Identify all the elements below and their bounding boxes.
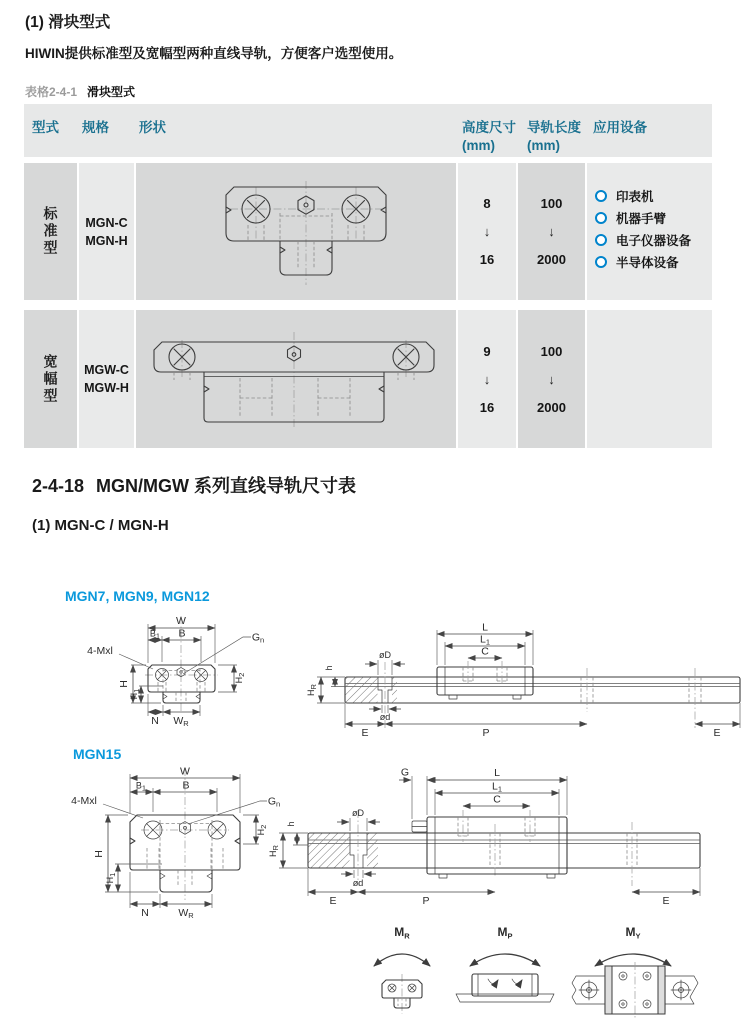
dim-label-od-small: ød — [352, 878, 364, 888]
dim-label-b1: $B_1$ — [135, 780, 147, 793]
application-label: 机器手臂 — [616, 212, 667, 226]
dim-label-b1: $B_1$ — [149, 628, 161, 641]
dim-label-h2: $H_2$ — [256, 824, 268, 836]
list-item — [595, 207, 712, 229]
dim-label-od-large: øD — [352, 808, 364, 818]
range-arrow: ↓ — [483, 224, 491, 239]
section2-subtitle: (1) MGN-C / MGN-H — [32, 517, 169, 534]
dim-label-l1: L1 — [479, 633, 491, 647]
col-header-height-unit: (mm) — [462, 138, 495, 153]
cell-height-mgn — [458, 163, 516, 300]
dim-label-w: W — [180, 765, 190, 778]
col-header-application: 应用设备 — [593, 120, 647, 135]
section-title: (1) 滑块型式 — [25, 14, 111, 31]
section2-text: MGN/MGW 系列直线导轨尺寸表 — [96, 476, 357, 496]
mgn-small-dimension-drawing — [45, 606, 745, 748]
table-row-mgw — [24, 310, 712, 448]
dim-label-wr: WR — [173, 715, 189, 728]
range-arrow: ↓ — [548, 224, 555, 239]
application-label: 电子仪器设备 — [616, 234, 692, 248]
table-row-mgn — [24, 163, 712, 300]
mgw-cross-section-drawing — [148, 332, 440, 428]
cell-height-mgw — [458, 310, 516, 448]
table-header-row — [24, 104, 712, 157]
dim-label-gn: Gn — [251, 631, 265, 645]
moment-mr-figure — [374, 925, 430, 1014]
slider-type-table — [24, 104, 712, 448]
table-caption — [25, 83, 135, 101]
spec-line2: MGN-H — [85, 233, 128, 248]
moment-label-my: $M_Y$ — [625, 925, 641, 941]
dim-label-p: P — [482, 727, 490, 739]
moment-my-figure — [572, 925, 698, 1018]
moment-label-mp: $M_P$ — [497, 925, 513, 941]
dim-label-p: P — [422, 895, 430, 907]
dim-label-h-rail: h — [286, 821, 296, 827]
cell-shape-mgn — [136, 163, 456, 300]
moment-mp-figure — [456, 925, 554, 1002]
cell-type-wide — [24, 310, 77, 448]
dim-label-hr: $H_R$ — [306, 684, 318, 696]
range-arrow: ↓ — [483, 371, 491, 387]
dim-label-g: G — [400, 766, 410, 779]
dim-label-gn: Gn — [267, 795, 281, 809]
height-max: 16 — [479, 252, 495, 267]
cell-applications — [587, 163, 712, 300]
cell-spec-mgw — [79, 310, 134, 448]
mgn-cross-section-drawing — [218, 181, 394, 285]
col-header-type: 型式 — [32, 120, 59, 135]
dim-label-l1: L1 — [491, 780, 503, 794]
dim-label-e-left: E — [361, 727, 369, 739]
dim-label-4mxl: 4-Mxl — [87, 645, 113, 657]
dim-label-od-large: øD — [379, 650, 391, 660]
list-item — [595, 229, 712, 251]
table-caption-number: 表格2-4-1 — [25, 85, 78, 99]
cell-shape-mgw — [136, 310, 456, 448]
dim-label-e-right: E — [662, 895, 670, 907]
application-label: 半导体设备 — [616, 256, 679, 270]
spec-line1: MGN-C — [85, 215, 128, 230]
dim-label-b: B — [178, 627, 186, 640]
dim-label-h2: $H_2$ — [234, 672, 246, 684]
dim-label-n: N — [151, 715, 159, 727]
mgn15-dimension-drawing — [45, 760, 750, 918]
application-label: 印表机 — [616, 190, 654, 204]
cell-spec-mgn — [79, 163, 134, 300]
col-header-length-unit: (mm) — [527, 138, 560, 153]
cell-length-mgw — [518, 310, 585, 448]
dim-label-e-left: E — [329, 895, 337, 907]
dim-label-h1: $H_1$ — [129, 688, 141, 700]
dim-label-h-rail: h — [324, 665, 334, 671]
circle-bullet-icon — [595, 212, 607, 224]
cell-applications-empty — [587, 310, 712, 448]
dim-label-wr: WR — [178, 907, 194, 918]
spec-line2: MGW-H — [84, 381, 129, 395]
moment-direction-diagrams — [340, 912, 750, 1035]
dim-label-l: L — [482, 621, 488, 634]
table-caption-title: 滑块型式 — [87, 85, 136, 99]
dim-label-c: C — [493, 793, 501, 806]
dim-label-4mxl: 4-Mxl — [71, 795, 97, 807]
length-min: 100 — [540, 343, 563, 359]
cell-type-standard — [24, 163, 77, 300]
dim-label-hr: $H_R$ — [268, 845, 280, 857]
dim-label-h: H — [93, 850, 105, 858]
intro-text: HIWIN提供标准型及宽幅型两种直线导轨，方便客户选型使用。 — [25, 46, 403, 61]
type-label-vertical: 宽幅型 — [42, 353, 59, 405]
list-item — [595, 251, 712, 273]
dim-label-b: B — [182, 779, 190, 792]
dim-label-od-small: ød — [379, 712, 391, 722]
col-header-spec: 规格 — [82, 120, 109, 135]
height-max: 16 — [479, 399, 495, 415]
circle-bullet-icon — [595, 190, 607, 202]
cell-length-mgn — [518, 163, 585, 300]
list-item — [595, 185, 712, 207]
circle-bullet-icon — [595, 234, 607, 246]
col-header-length: 导轨长度 — [527, 120, 581, 135]
dim-label-h: H — [118, 680, 130, 688]
height-min: 9 — [483, 343, 491, 359]
dim-label-n: N — [141, 907, 149, 918]
circle-bullet-icon — [595, 256, 607, 268]
height-min: 8 — [483, 196, 491, 211]
dim-label-l: L — [494, 767, 500, 779]
dim-label-e-right: E — [713, 727, 721, 739]
moment-label-mr: $M_R$ — [394, 925, 410, 941]
length-min: 100 — [540, 196, 563, 211]
length-max: 2000 — [537, 252, 566, 267]
type-label-vertical: 标准型 — [42, 206, 59, 257]
length-max: 2000 — [537, 399, 566, 415]
dim-label-c: C — [481, 645, 489, 658]
figure2-label: MGN15 — [73, 746, 122, 762]
dim-label-w: W — [176, 615, 186, 627]
figure1-label: MGN7, MGN9, MGN12 — [65, 588, 210, 604]
spec-line1: MGW-C — [84, 363, 129, 377]
col-header-shape: 形状 — [139, 120, 166, 135]
range-arrow: ↓ — [548, 371, 555, 387]
section2-title — [32, 472, 356, 498]
col-header-height: 高度尺寸 — [462, 120, 516, 135]
dim-label-h1: $H_1$ — [105, 872, 117, 884]
application-list — [587, 163, 712, 273]
section2-number: 2-4-18 — [32, 476, 85, 496]
